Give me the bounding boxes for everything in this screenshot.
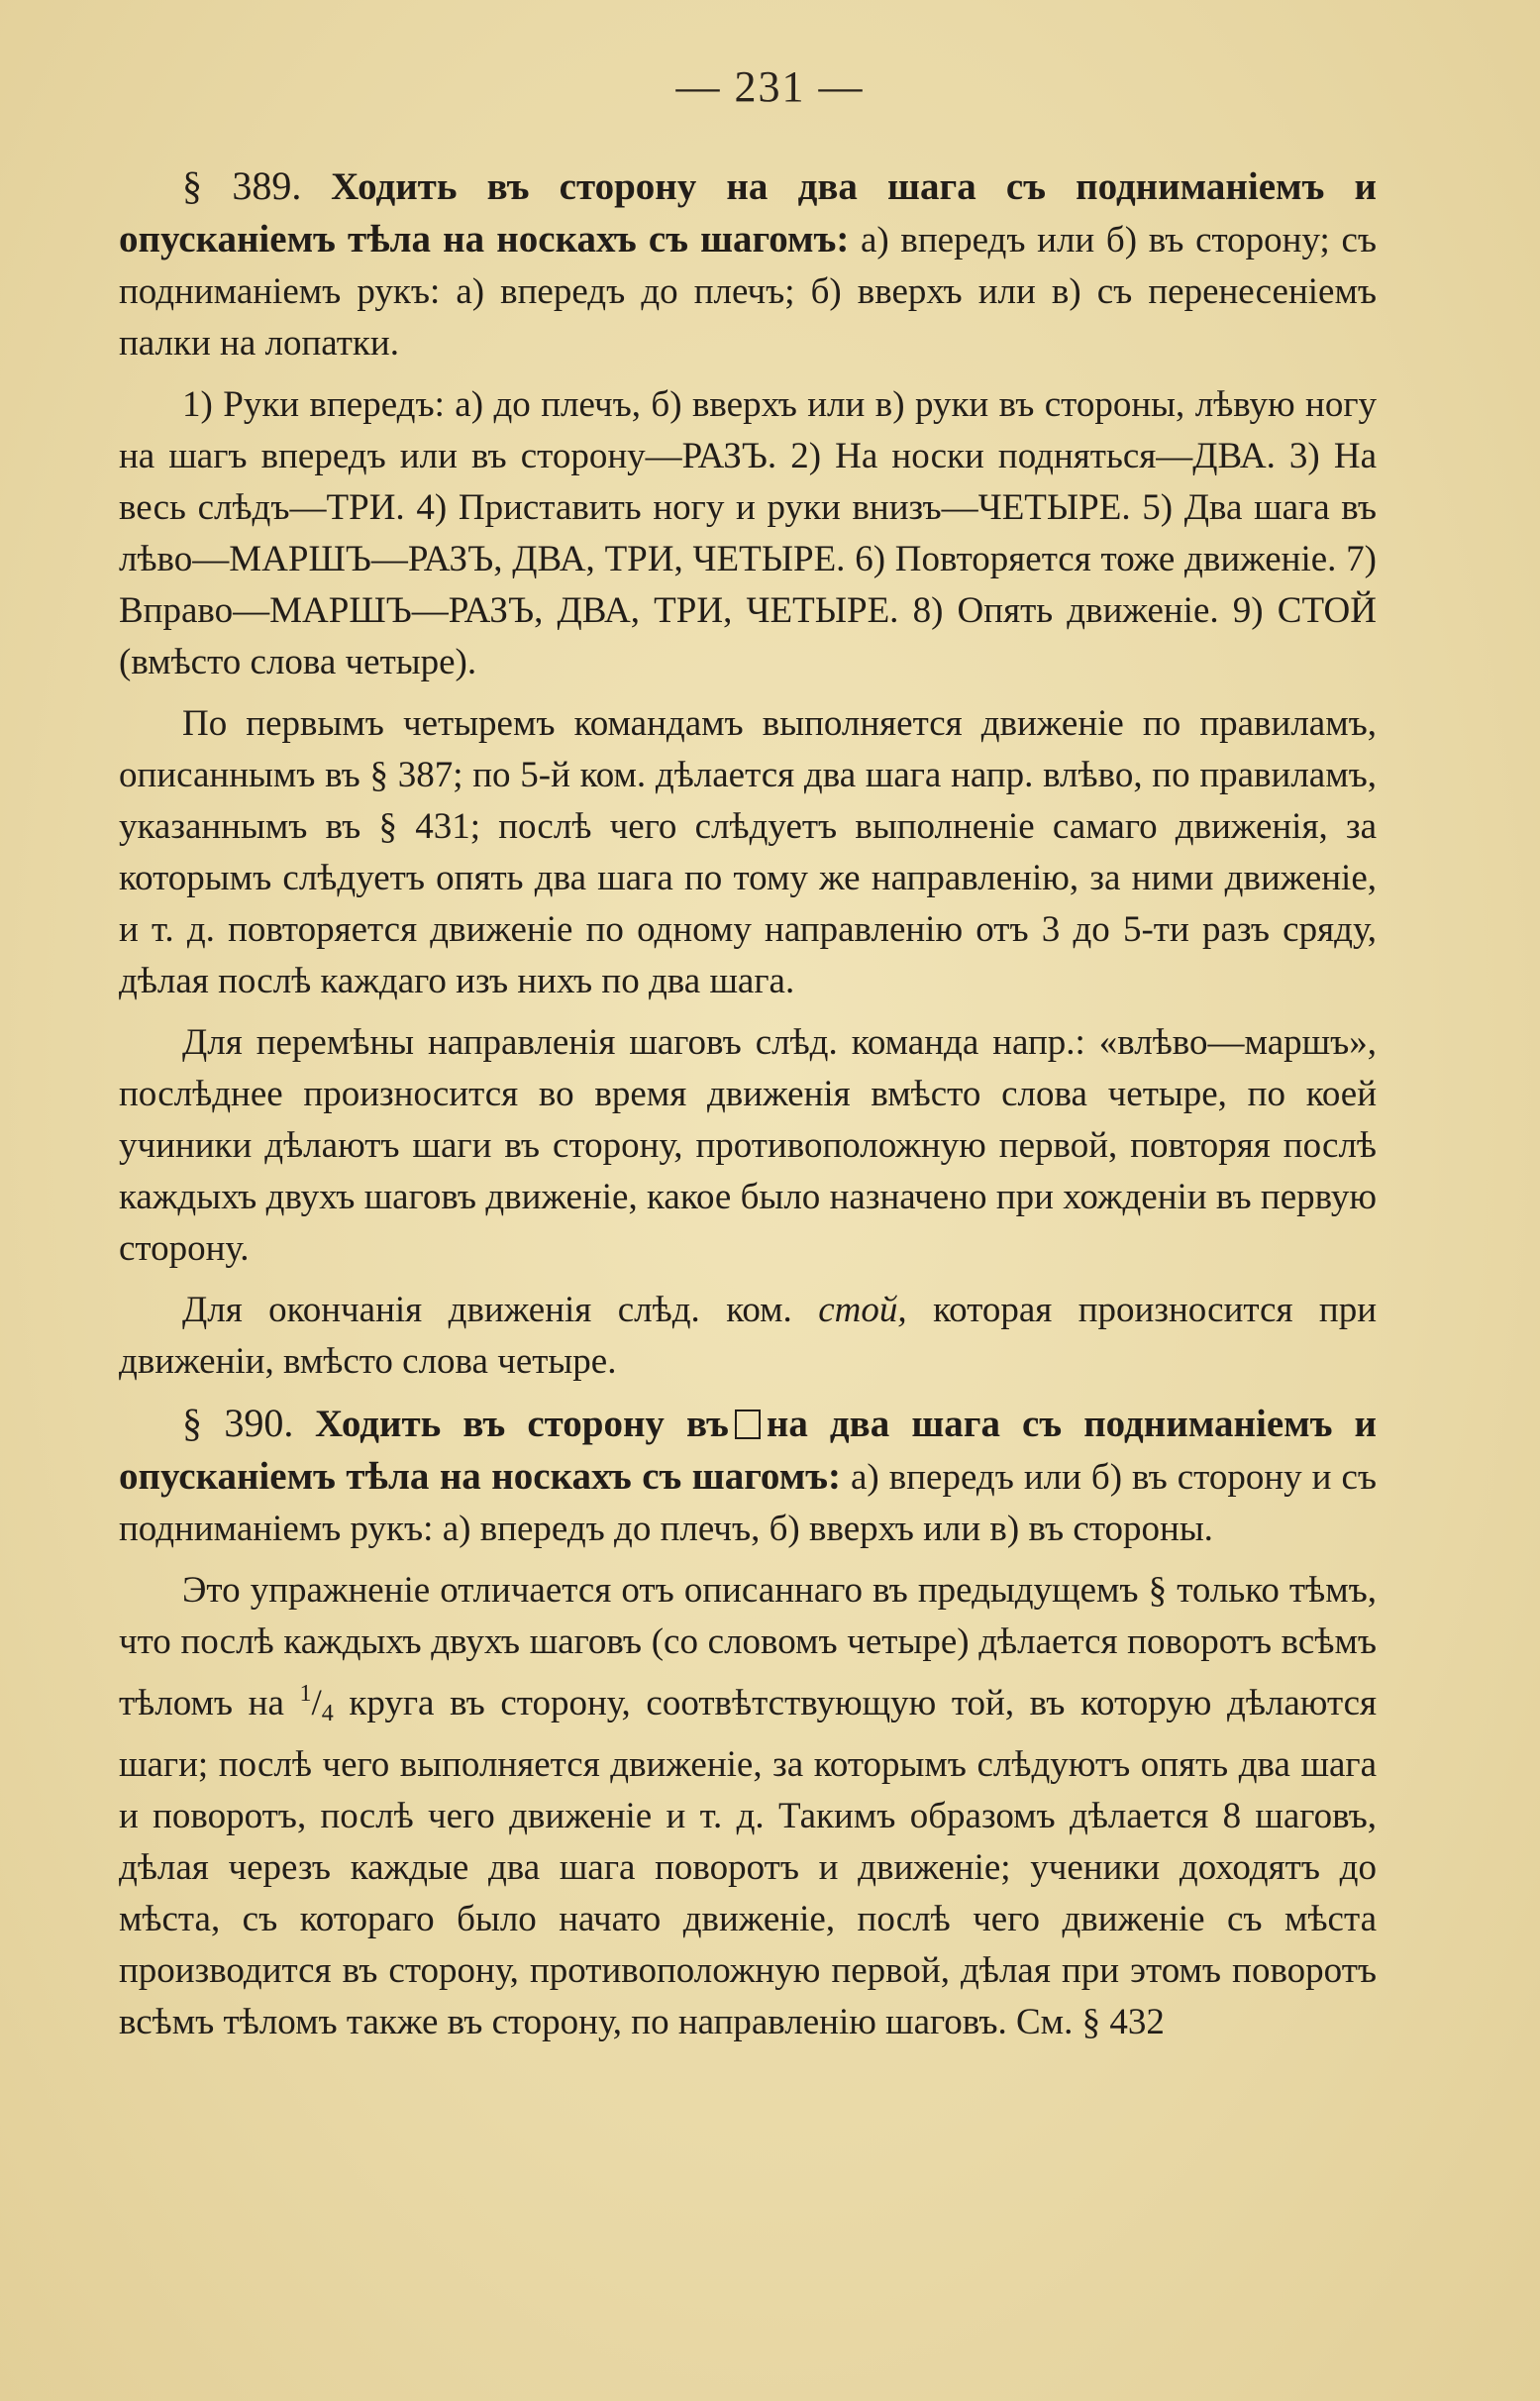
page-number: — 231 —	[675, 62, 865, 111]
stop-command-italic: стой,	[818, 1290, 907, 1330]
section-390-paragraph-1-end: круга въ сторону, соотвѣтствующую той, въ которую дѣлаются шаги; послѣ чего выполняется движеніе, за которымъ слѣдуютъ опять два шага и поворотъ, послѣ чего движеніе и т. д. Такимъ образомъ дѣлается 8 шаговъ, дѣлая черезъ каждые два шага поворотъ и движеніе; ученики доходятъ до мѣста, съ котораго было начато движеніе, послѣ чего движеніе съ мѣста производится въ сторону, противоположную первой, дѣлая при этомъ поворотъ всѣмъ тѣломъ также въ сторону, по направленію шаговъ. См. § 432	[119, 1683, 1378, 2042]
section-390-paragraph-1	[119, 1565, 1377, 2048]
section-389-number: § 389.	[182, 163, 302, 208]
fraction-numerator: 1	[299, 1681, 312, 1707]
section-389-title: Ходить въ сторону на два шага съ подниманіемъ и опусканіемъ тѣла на носкахъ съ шагомъ:	[119, 165, 1377, 261]
section-389-intro: а) впередъ или б) въ сторону; съ подниманіемъ рукъ: а) впередъ до плечъ; б) вверхъ или в) съ перенесеніемъ палки на лопатки.	[119, 220, 1377, 364]
square-formation-icon	[735, 1409, 761, 1439]
section-389-paragraph-2: Для перемѣны направленія шаговъ слѣд. команда напр.: «влѣво—маршъ», послѣднее произносится во время движенія вмѣсто слова четыре, по коей учиники дѣлаютъ шаги въ сторону, противоположную первой, повторяя послѣ каждыхъ двухъ шаговъ движеніе, какое было назначено при хожденіи въ первую сторону.	[119, 1022, 1377, 1269]
section-390-title-end: на два шага съ подниманіемъ и опусканіемъ тѣла на носкахъ съ шагомъ:	[119, 1403, 1378, 1498]
text-column	[119, 157, 1377, 2058]
section-390-intro: а) впередъ или б) въ сторону и съ подниманіемъ рукъ: а) впередъ до плечъ, б) вверхъ или в) въ стороны.	[119, 1457, 1378, 1549]
section-389-heading	[119, 160, 1377, 369]
section-389-commands: 1) Руки впередъ: а) до плечъ, б) вверхъ или в) руки въ стороны, лѣвую ногу на шагъ впередъ или въ сторону—РАЗЪ. 2) На носки подняться—ДВА. 3) На весь слѣдъ—ТРИ. 4) Приставить ногу и руки внизъ—ЧЕТЫРЕ. 5) Два шага въ лѣво—МАРШЪ—РАЗЪ, ДВА, ТРИ, ЧЕТЫРЕ. 6) Повторяется тоже движеніе. 7) Вправо—МАРШЪ—РАЗЪ, ДВА, ТРИ, ЧЕТЫРЕ. 8) Опять движеніе. 9) СТОЙ (вмѣсто слова четыре).	[119, 384, 1377, 682]
section-390-paragraph-1-start: Это упражненіе отличается отъ описаннаго въ предыдущемъ § только тѣмъ, что послѣ каждыхъ двухъ шаговъ (со словомъ четыре) дѣлается поворотъ всѣмъ тѣломъ на	[119, 1570, 1377, 1723]
fraction-denominator: 4	[321, 1701, 334, 1726]
section-389-paragraph-3	[119, 1285, 1377, 1388]
section-389-paragraph-3-end: которая произносится при движеніи, вмѣсто слова четыре.	[119, 1290, 1378, 1382]
section-389-paragraph-1: По первымъ четыремъ командамъ выполняется движеніе по правиламъ, описаннымъ въ § 387; по 5-й ком. дѣлается два шага напр. влѣво, по правиламъ, указаннымъ въ § 431; послѣ чего слѣдуетъ выполненіе самаго движенія, за которымъ слѣдуетъ опять два шага по тому же направленію, за ними движеніе, и т. д. повторяется движеніе по одному направленію отъ 3 до 5-ти разъ сряду, дѣлая послѣ каждаго изъ нихъ по два шага.	[119, 703, 1377, 1001]
quarter-fraction	[299, 1681, 334, 1726]
section-390-heading	[119, 1398, 1377, 1555]
section-389-paragraph-3-start: Для окончанія движенія слѣд. ком.	[182, 1290, 792, 1330]
section-390-title-start: Ходить въ сторону въ	[314, 1403, 729, 1445]
section-390-number: § 390.	[182, 1401, 294, 1445]
fraction-slash: /	[311, 1683, 322, 1723]
